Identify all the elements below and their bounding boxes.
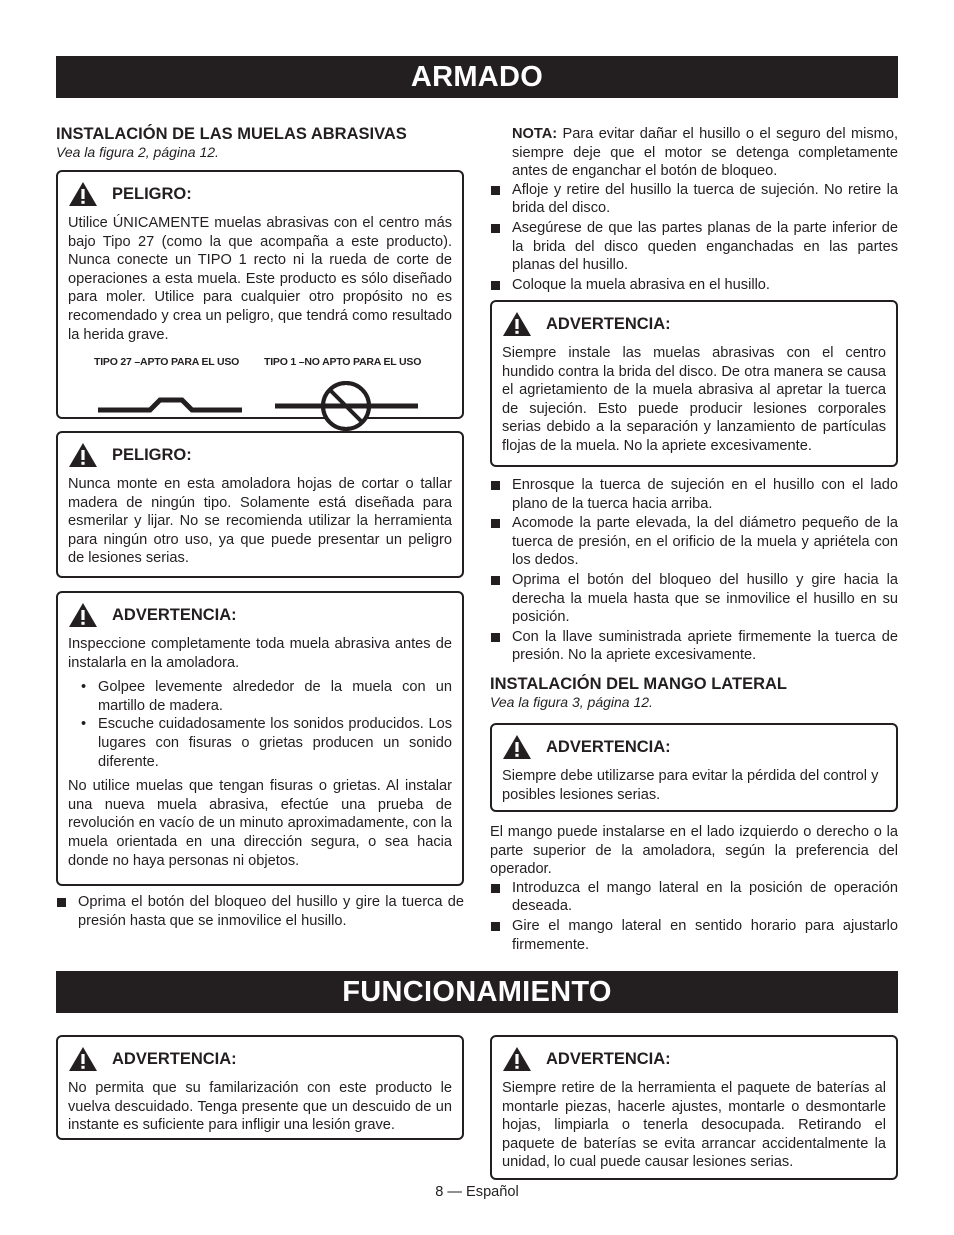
- box-text: Siempre instale las muelas abrasivas con el centro hundido contra la brida del disco. De otra manera se causa el agrietamiento de la muela abrasiva al apretar la tuerca de sujeción. Esto puede producir lesiones corporales serias debido a la separación y lanzamiento de partículas flojas de la muela. No la apriete excesivamente.: [502, 345, 886, 454]
- list-item: Enrosque la tuerca de sujeción en el husillo con el lado plano de la tuerca hacia arriba.: [490, 476, 898, 513]
- warning-triangle-icon: [502, 1046, 532, 1072]
- list-item: Con la llave suministrada apriete firmemente la tuerca de presión. No la apriete excesivamente.: [490, 628, 898, 665]
- page-footer: 8 — Español: [435, 1184, 519, 1200]
- right-mid-steps: [490, 476, 898, 711]
- warning-box-familiarity: [56, 1035, 464, 1140]
- left-steps: [56, 893, 464, 931]
- box-title: ADVERTENCIA:: [546, 1049, 671, 1068]
- type1-label: TIPO 1 –NO APTO PARA EL USO: [264, 356, 422, 369]
- box-header: [68, 1046, 452, 1072]
- box-header: [502, 1046, 886, 1072]
- warning-box-inspect-wheel: [56, 591, 464, 886]
- right-top-block: [490, 125, 898, 295]
- wheel-types-illustration: [68, 374, 454, 432]
- square-bullet-icon: [491, 519, 500, 528]
- square-bullet-icon: [491, 281, 500, 290]
- list-item: Gire el mango lateral en sentido horario para ajustarlo firmemente.: [490, 917, 898, 954]
- square-bullet-icon: [491, 186, 500, 195]
- warning-triangle-icon: [502, 311, 532, 337]
- box-header: [502, 734, 886, 760]
- box-title: ADVERTENCIA:: [112, 605, 237, 624]
- section-banner-funcionamiento: FUNCIONAMIENTO: [56, 971, 898, 1013]
- note-label: NOTA:: [512, 126, 558, 142]
- left-heading-block: [56, 125, 464, 161]
- box-text: Siempre retire de la herramienta el paquete de baterías al montarle piezas, hacerle ajustes, montarle o desmontarle hojas, limpiarla o tenerla desocupada. Retirando el paquete de baterías se evita arrancar accidentalmente la unidad, lo cual puede causar lesiones serias.: [502, 1080, 886, 1171]
- list-item: Asegúrese de que las partes planas de la parte inferior de la brida del disco queden enganchadas en las partes planas del husillo.: [490, 219, 898, 275]
- box-title: ADVERTENCIA:: [546, 737, 671, 756]
- note-text: Para evitar dañar el husillo o el seguro del mismo, siempre deje que el motor se detenga completamente antes de enganchar el botón de bloqueo.: [512, 126, 898, 180]
- warning-box-battery: [490, 1035, 898, 1180]
- box-title: PELIGRO:: [112, 445, 192, 464]
- list-item: Acomode la parte elevada, la del diámetro pequeño de la tuerca de presión, en el orificio de la muela y apriétela con los dedos.: [490, 514, 898, 570]
- warning-triangle-icon: [68, 442, 98, 468]
- square-bullet-icon: [57, 898, 66, 907]
- square-bullet-icon: [491, 884, 500, 893]
- square-bullet-icon: [491, 922, 500, 931]
- square-bullet-icon: [491, 224, 500, 233]
- list-item: Introduzca el mango lateral en la posición de operación deseada.: [490, 879, 898, 916]
- warning-triangle-icon: [68, 181, 98, 207]
- box-title: PELIGRO:: [112, 184, 192, 203]
- bullet-list: [68, 678, 452, 771]
- square-bullet-icon: [491, 576, 500, 585]
- box-outro: No utilice muelas que tengan fisuras o grietas. Al instalar una nueva muela abrasiva, efectúe una prueba de revolución en vacío de un minuto aproximadamente, con la muela orientada en una dirección segura, o sea hacia donde no haya personas ni objetos.: [68, 778, 452, 869]
- box-text: No permita que su familarización con este producto le vuelva descuidado. Tenga presente que un descuido de un instante es suficiente para infligir una lesión grave.: [68, 1080, 452, 1134]
- warning-box-depressed-center: [490, 300, 898, 467]
- warning-box-side-handle: [490, 723, 898, 812]
- danger-box-cutting-blades: [56, 431, 464, 578]
- box-header: [68, 442, 452, 468]
- list-item: • Golpee levemente alrededor de la muela con un martillo de madera.: [81, 679, 452, 714]
- figure-reference: Vea la figura 3, página 12.: [490, 693, 653, 710]
- box-header: [502, 311, 886, 337]
- list-item: • Escuche cuidadosamente los sonidos producidos. Los lugares con fisuras o grietas producen un sonido diferente.: [81, 716, 452, 770]
- box-header: [68, 181, 452, 207]
- box-intro: Inspeccione completamente toda muela abrasiva antes de instalarla en la amoladora.: [68, 636, 452, 671]
- list-item: Afloje y retire del husillo la tuerca de sujeción. No retire la brida del disco.: [490, 181, 898, 218]
- box-title: ADVERTENCIA:: [112, 1049, 237, 1068]
- warning-triangle-icon: [68, 1046, 98, 1072]
- list-item: Coloque la muela abrasiva en el husillo.: [490, 276, 898, 295]
- box-title: ADVERTENCIA:: [546, 314, 671, 333]
- list-item: Oprima el botón del bloqueo del husillo y gire la tuerca de presión hasta que se inmovilice el husillo.: [56, 893, 464, 930]
- figure-reference: Vea la figura 2, página 12.: [56, 144, 219, 160]
- section-heading: INSTALACIÓN DEL MANGO LATERAL: [490, 674, 787, 693]
- danger-box-wheel-type: [56, 170, 464, 419]
- handle-paragraph: El mango puede instalarse en el lado izquierdo o derecho o la parte superior de la amoladora, según la preferencia del operador.: [490, 824, 898, 878]
- note-paragraph: [490, 125, 898, 181]
- type27-label: TIPO 27 –APTO PARA EL USO: [94, 356, 240, 369]
- warning-triangle-icon: [68, 602, 98, 628]
- box-text: Utilice ÚNICAMENTE muelas abrasivas con el centro más bajo Tipo 27 (como la que acompaña a este producto). Nunca conecte un TIPO 1 recto ni la rueda de corte de operaciones a esta muela. Este producto es sólo diseñado para moler. Utilice para cualquier otro propósito no es recomendado y crea un peligro, que tendrá como resultado la herida grave.: [68, 215, 452, 343]
- box-text: Nunca monte en esta amoladora hojas de cortar o tallar madera de ningún tipo. Solamente está diseñada para esmerilar y lijar. No se recomienda utilizar la herramienta para ningún otro uso, ya que puede presentar un peligro de lesiones serias.: [68, 476, 452, 567]
- square-bullet-icon: [491, 481, 500, 490]
- square-bullet-icon: [491, 633, 500, 642]
- warning-triangle-icon: [502, 734, 532, 760]
- wheel-labels: [68, 353, 452, 372]
- list-item: Oprima el botón del bloqueo del husillo y gire hacia la derecha la muela hasta que se inmovilice el husillo en su posición.: [490, 571, 898, 627]
- section-banner-armado: ARMADO: [56, 56, 898, 98]
- box-header: [68, 602, 452, 628]
- section-heading: INSTALACIÓN DE LAS MUELAS ABRASIVAS: [56, 125, 407, 143]
- box-text: Siempre debe utilizarse para evitar la pérdida del control y posibles lesiones serias.: [502, 768, 879, 803]
- right-bottom-block: [490, 823, 898, 955]
